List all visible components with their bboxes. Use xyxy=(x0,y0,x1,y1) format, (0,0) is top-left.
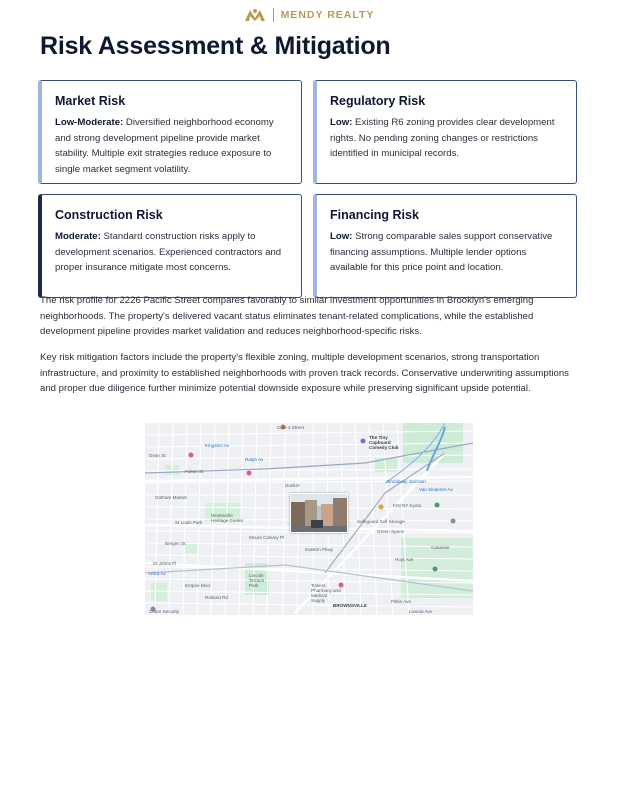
risk-level: Low-Moderate: xyxy=(55,117,124,128)
map-label: Cafe 4 Street xyxy=(277,425,305,430)
risk-description: Standard construction risks apply to development scenarios. Experienced contractors and proper insurance mitigate most concerns. xyxy=(55,231,282,273)
mendy-m-logo-icon xyxy=(244,8,266,22)
street-view-photo xyxy=(290,493,348,533)
map-label: The Tiny Cupboard Comedy Club xyxy=(369,435,399,450)
risk-description: Strong comparable sales support conservative financing assumptions. Multiple lender options available for this price point and location. xyxy=(330,231,553,273)
risk-card-financing xyxy=(313,194,577,298)
risk-card-body xyxy=(330,115,566,162)
map-label: Ralph Av xyxy=(245,457,264,462)
location-map xyxy=(145,423,473,615)
map-label: St Johns Pl xyxy=(153,561,177,566)
map-label: Van Sinderen Av xyxy=(419,487,453,492)
brand-divider xyxy=(273,8,274,22)
map-label: Gotham Market xyxy=(155,495,187,500)
risk-card-title: Regulatory Risk xyxy=(330,94,426,108)
risk-level: Low: xyxy=(330,117,353,128)
risk-description: Diversified neighborhood economy and strong development pipeline provide market stability. Multiple exit strategies reduce exposure to single market segment volatility. xyxy=(55,117,274,175)
risk-card-title: Construction Risk xyxy=(55,208,163,222)
risk-level: Low: xyxy=(330,231,353,242)
map-label: BROWNSVILLE xyxy=(333,603,367,608)
body-paragraph: Key risk mitigation factors include the property's flexible zoning, multiple development scenarios, strong transportation infrastructure, and proximity to established neighborhoods with proven track records. Conservative underwriting assumptions and proper due diligence further minimize potential downside exposure while preserving significant upside potential. xyxy=(40,352,569,395)
page-title: Risk Assessment & Mitigation xyxy=(40,32,391,60)
map-label: Weeksville Heritage Center xyxy=(211,513,244,523)
map-label: Pitkin Ave xyxy=(391,599,412,604)
map-label: Kingston Av xyxy=(205,443,230,448)
map-label: Olden Security xyxy=(149,609,180,614)
body-paragraph: The risk profile for 2226 Pacific Street compares favorably to similar investment opportunities in Brooklyn's emerging neighborhoods. The property's delivered vacant status eliminates tenant-related complications, while the established development pipeline provides market validation and reduces neighborhood-specific risks. xyxy=(40,295,534,338)
risk-card-body xyxy=(55,115,291,177)
risk-level: Moderate: xyxy=(55,231,101,242)
brand-name: MENDY REALTY xyxy=(280,9,375,21)
map-label: Empire Blvd xyxy=(185,583,210,588)
risk-card-title: Market Risk xyxy=(55,94,126,108)
street-view-image xyxy=(291,494,348,533)
map-label: Lincoln Terrace Park xyxy=(249,573,265,588)
map-label: Livonia Ave xyxy=(409,609,433,614)
map-label: Safeguard Self Storage xyxy=(357,519,405,524)
map-label: Canarsie xyxy=(431,545,450,550)
map-label: Rutland Rd xyxy=(205,595,228,600)
map-label: Bergen St xyxy=(165,541,186,546)
map-label: Dean St xyxy=(149,453,166,458)
risk-card-body xyxy=(55,229,291,276)
map-label: St Louis Park xyxy=(175,520,203,525)
map-label: Broadway Junction xyxy=(387,479,426,484)
map-label: Utica Av xyxy=(149,571,166,576)
risk-card-construction xyxy=(38,194,302,298)
map-label: Mount Calvary Pl xyxy=(249,535,284,540)
map-label: Hoyt Ave xyxy=(395,557,414,562)
map-label: Towers Pharmacy and Medical Supply xyxy=(311,583,341,603)
map-label: Dunkin' xyxy=(285,483,301,488)
risk-card-market xyxy=(38,80,302,184)
risk-card-title: Financing Risk xyxy=(330,208,419,222)
map-label: Green Space xyxy=(377,529,405,534)
map-label: Eastern Pkwy xyxy=(305,547,334,552)
risk-description: Existing R6 zoning provides clear development rights. No pending zoning changes or restrictions identified in municipal records. xyxy=(330,117,555,159)
risk-card-regulatory xyxy=(313,80,577,184)
map-label: Fulton St xyxy=(185,469,204,474)
brand-header xyxy=(0,8,618,22)
map-label: KIN NY Kyoto xyxy=(393,503,422,508)
risk-card-body xyxy=(330,229,566,276)
